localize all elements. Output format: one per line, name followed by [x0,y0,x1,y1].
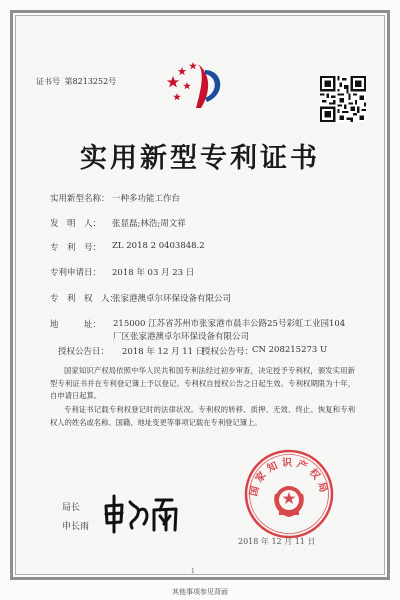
official-seal [243,448,335,540]
field-label-grant-date: 授权公告日： [58,347,110,357]
field-label-grant-number: 授权公告号： [202,347,254,357]
field-label-address: 地 址： [50,320,102,330]
field-value-grant-number: CN 208215273 U [252,345,328,355]
field-value-patentee: 张家港澳卓尔环保设备有限公司 [112,294,232,304]
body-paragraph-1: 国家知识产权局依照中华人民共和国专利法经过初步审查，决定授予专利权，颁发实用新型专利证书并在专利登记簿上予以登记。专利权自授权公告之日起生效。专利权期限为十年，自申请日起算。 [50,366,355,400]
director-name: 申长雨 [62,522,90,532]
field-value-address: 215000 江苏省苏州市张家港市晨丰公路25号彩虹工业园104厂区张家港澳卓尔环保设备有限公司 [113,319,346,342]
certificate-number-value: 第8213252号 [64,77,117,86]
field-label-filing-date: 专利申请日： [50,268,102,278]
field-label-inventor: 发 明 人： [50,219,102,229]
field-label-patent-number: 专 利 号： [50,243,102,253]
footer-note: 其他事项参见背面 [172,588,228,596]
field-value-utility-name: 一种多功能工作台 [112,194,181,204]
page-number: 1 [191,568,195,575]
svg-text:国家知识产权局: 国家知识产权局 [248,458,330,498]
qr-code [320,76,366,122]
seal-date: 2018 年 12 月 11 日 [238,537,316,546]
field-label-utility-name: 实用新型名称： [50,194,110,204]
field-value-grant-date: 2018 年 12 月 11 日 [122,347,205,357]
certificate-number [36,76,116,87]
certificate-number-label: 证书号 [36,77,60,86]
patent-office-emblem-icon [165,58,235,118]
certificate-title: 实用新型专利证书 [80,143,320,174]
field-label-patentee: 专 利 权 人： [50,294,119,304]
field-value-inventor: 张显磊;林浩;周文祥 [112,219,186,229]
field-value-patent-number: ZL 2018 2 0403848.2 [112,241,205,251]
field-value-filing-date: 2018 年 03 月 23 日 [112,268,195,278]
body-paragraph-2: 专利证书记载专利权登记时的法律状况。专利权的转移、质押、无效、终止、恢复和专利权人的姓名或名称、国籍、地址变更等事项记载在专利登记簿上。 [50,405,355,427]
director-signature [100,488,195,538]
director-title: 局长 [62,503,81,513]
